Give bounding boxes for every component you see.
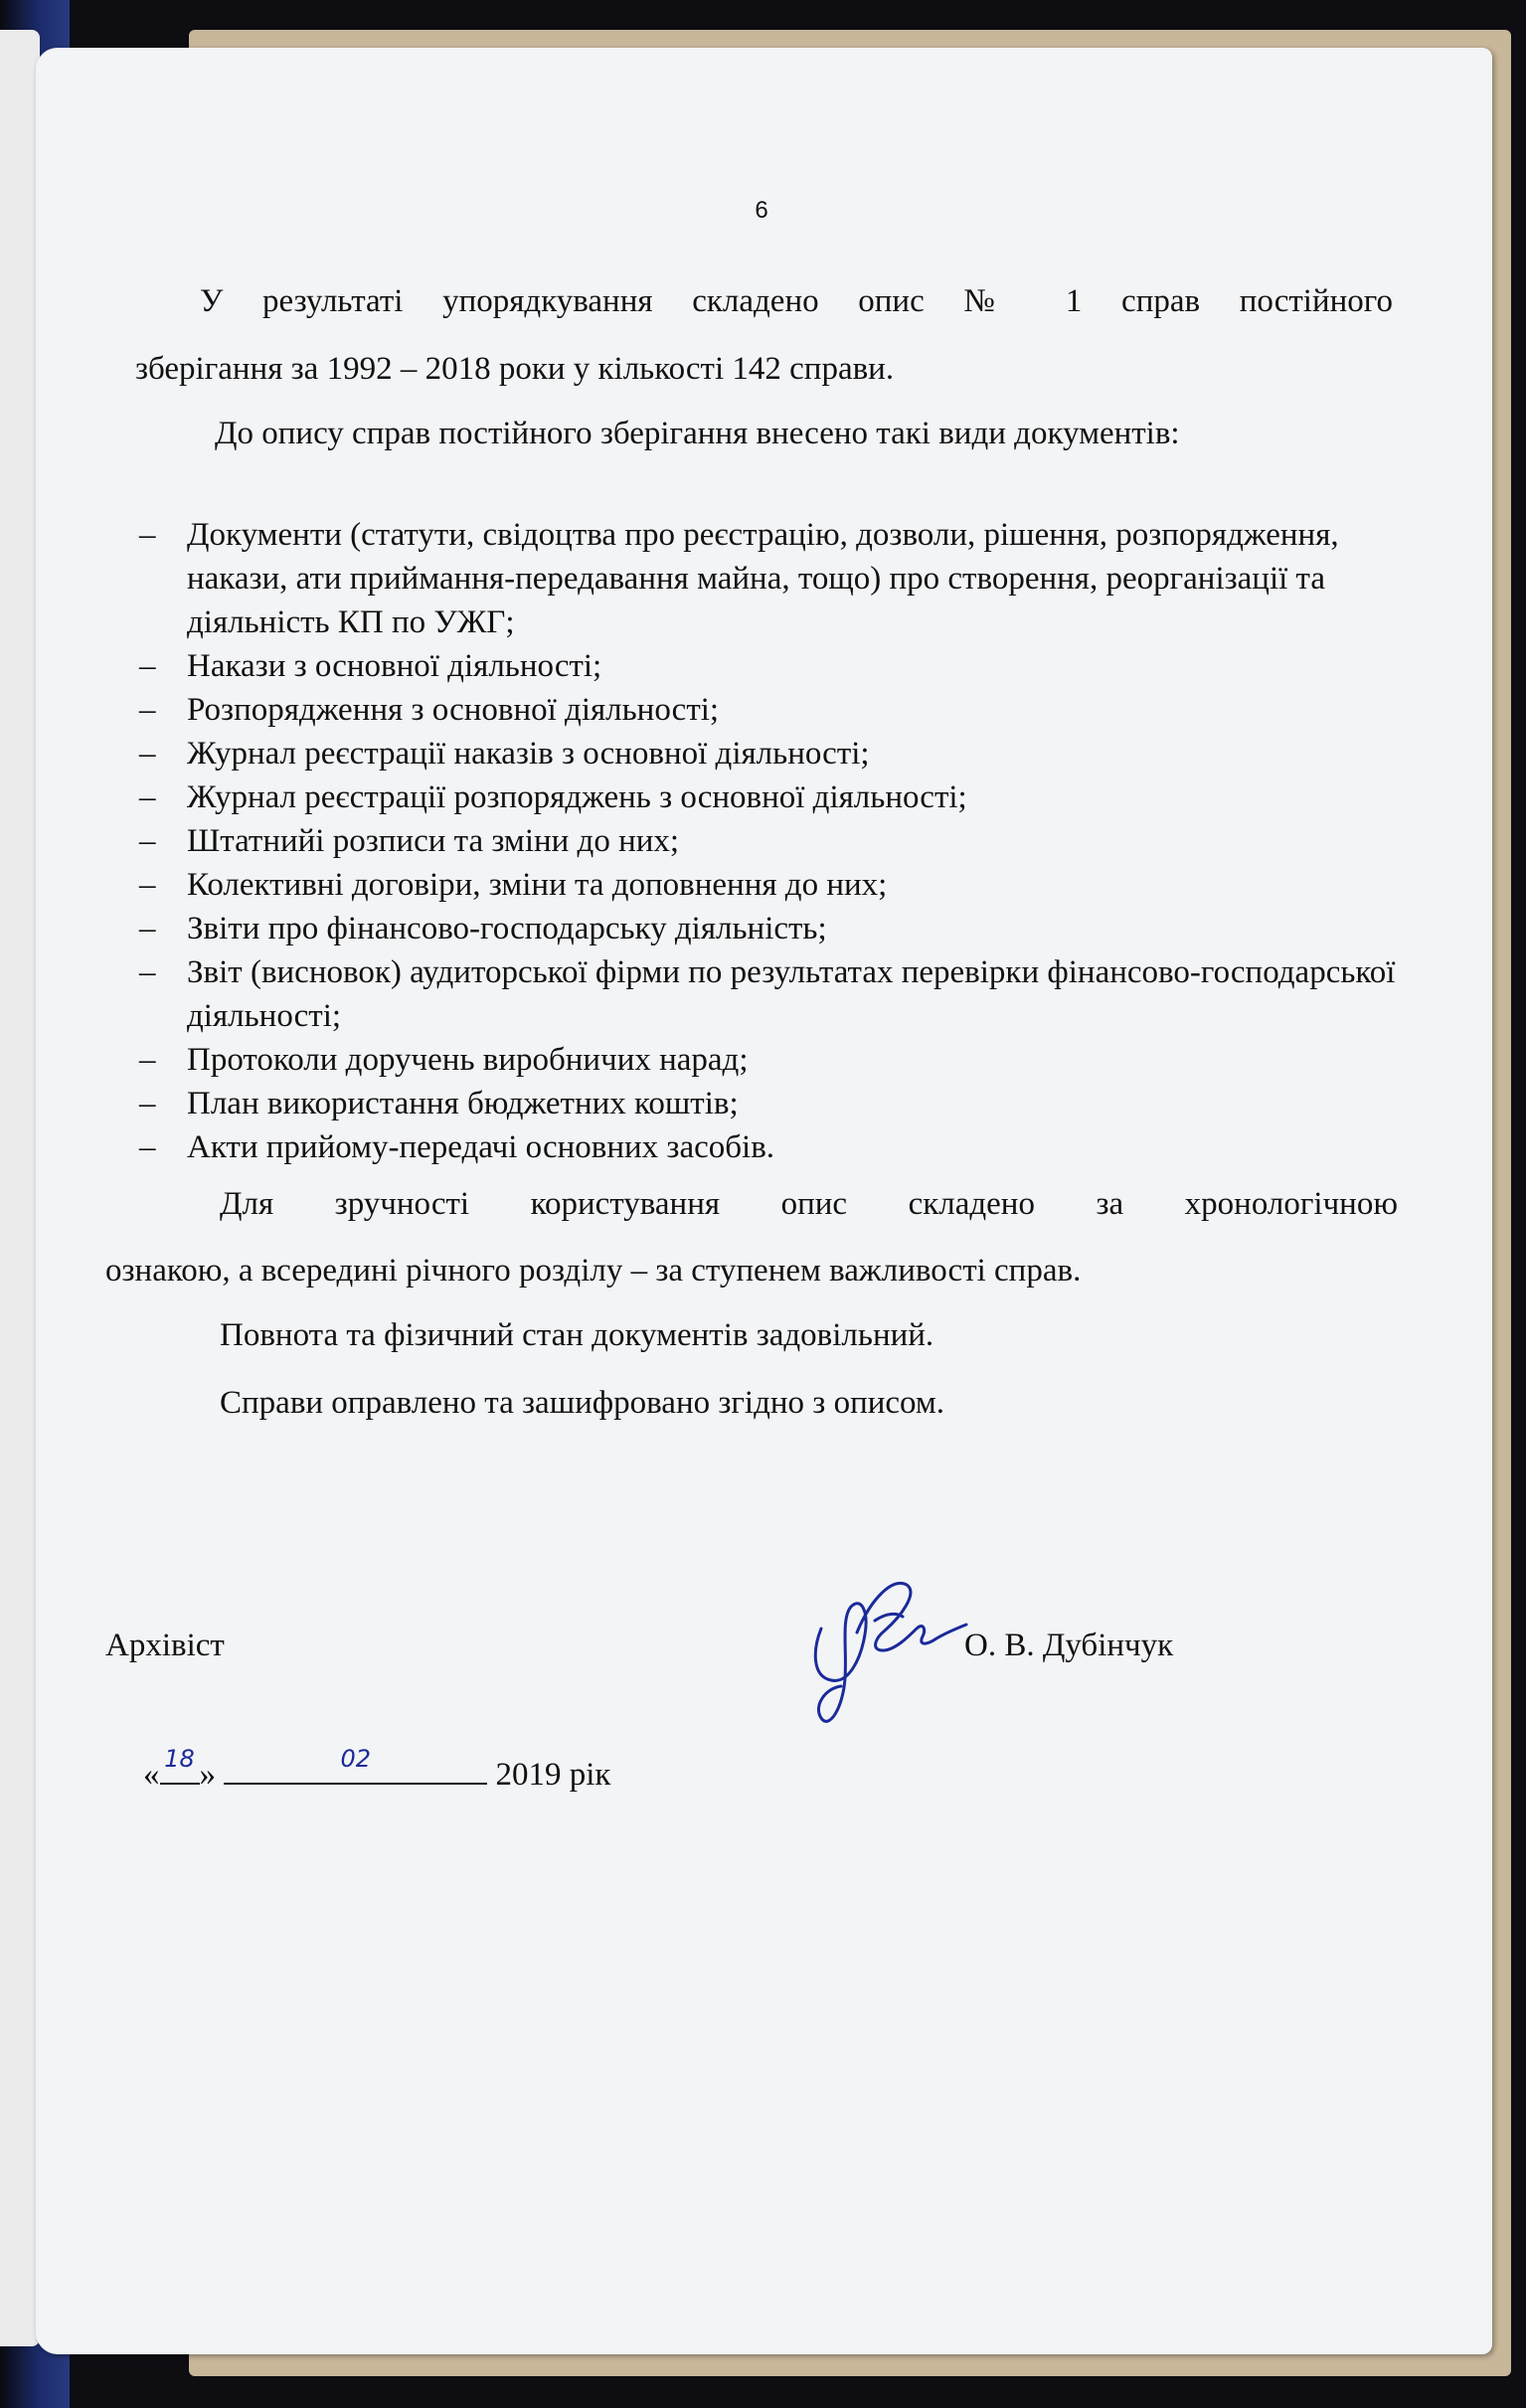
date-month-blank xyxy=(224,1745,487,1785)
date-line xyxy=(143,1745,611,1797)
date-day-blank xyxy=(160,1745,200,1785)
paragraph-4: Повнота та фізичний стан документів задовільний. xyxy=(220,1317,934,1353)
list-item: – Звіт (висновок) аудиторської фірми по результатах перевірки фінансово-господарської діяльності; xyxy=(135,950,1398,1038)
date-year: 2019 рік xyxy=(495,1757,611,1793)
paragraph-1-line-2: зберігання за 1992 – 2018 роки у кількості 142 справи. xyxy=(135,351,895,387)
signatory-position: Архівіст xyxy=(105,1628,225,1663)
list-item: – Документи (статути, свідоцтва про реєстрацію, дозволи, рішення, розпорядження, накази, ати приймання-передавання майна, тощо) про створення, реорганізації та діяльність КП по УЖГ; xyxy=(135,513,1398,644)
date-day: 18 xyxy=(164,1745,195,1773)
paragraph-5: Справи оправлено та зашифровано згідно з описом. xyxy=(220,1385,945,1421)
document-page xyxy=(36,48,1492,2354)
list-item: – Звіти про фінансово-господарську діяльність; xyxy=(135,907,1398,950)
paragraph-1-line-1: У результаті упорядкування складено опис № 1 справ постійного xyxy=(200,283,1393,319)
page-number: 6 xyxy=(755,197,768,224)
date-open-quote: « xyxy=(143,1757,160,1793)
list-item: – Журнал реєстрації наказів з основної діяльності; xyxy=(135,732,1398,775)
list-item: – Розпорядження з основної діяльності; xyxy=(135,688,1398,732)
paragraph-3-line-1: Для зручності користування опис складено за хронологічною xyxy=(220,1186,1398,1222)
list-item: – Протоколи доручень виробничих нарад; xyxy=(135,1038,1398,1082)
previous-page-edge xyxy=(0,30,40,2346)
list-item: – Колективні договіри, зміни та доповнення до них; xyxy=(135,863,1398,907)
signatory-name: О. В. Дубінчук xyxy=(964,1628,1174,1663)
paragraph-2: До опису справ постійного зберігання внесено такі види документів: xyxy=(215,416,1180,451)
paragraph-3-line-2: ознакою, а всередині річного розділу – за ступенем важливості справ. xyxy=(105,1253,1082,1289)
list-item: – Журнал реєстрації розпоряджень з основної діяльності; xyxy=(135,775,1398,819)
list-item: – План використання бюджетних коштів; xyxy=(135,1082,1398,1125)
date-month: 02 xyxy=(340,1745,372,1773)
date-close-quote: » xyxy=(199,1757,216,1793)
list-item: – Штатнийі розписи та зміни до них; xyxy=(135,819,1398,863)
handwritten-signature xyxy=(791,1559,980,1748)
list-item: – Накази з основної діяльності; xyxy=(135,644,1398,688)
list-item: – Акти прийому-передачі основних засобів. xyxy=(135,1125,1398,1169)
document-types-list xyxy=(135,513,1398,1169)
